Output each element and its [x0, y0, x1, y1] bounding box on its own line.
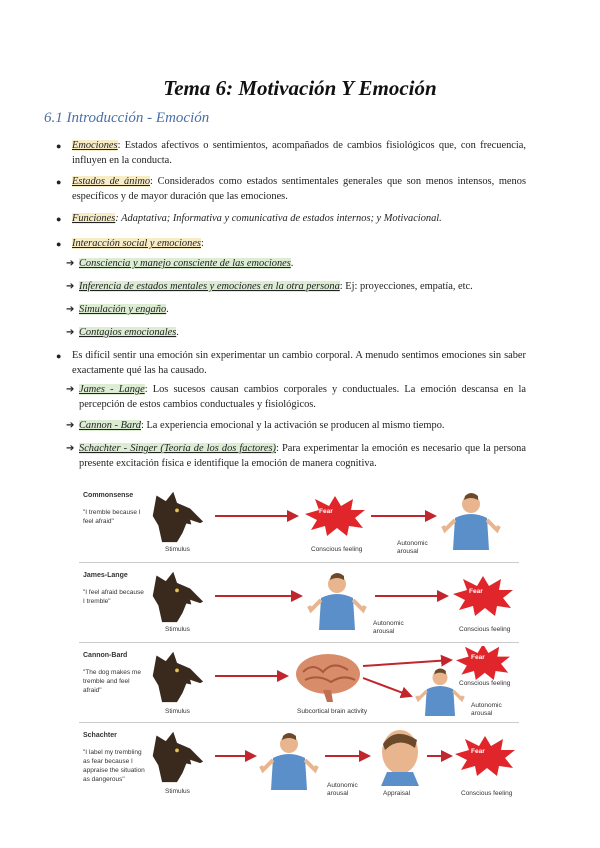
sub-period: . [290, 258, 294, 269]
dog-icon [153, 492, 203, 542]
sub-text: : Ej: proyecciones, empatía, etc. [339, 281, 473, 292]
sub-term: Consciencia y manejo consciente de las emociones [79, 258, 291, 269]
bullet-animo [72, 174, 526, 204]
conscious-label: Conscious feeling [311, 546, 363, 553]
arrow [363, 660, 451, 666]
conscious-label: Conscious feeling [459, 626, 511, 633]
row-divider [79, 642, 519, 643]
bullet-dificil: Es difícil sentir una emoción sin experimentar un cambio corporal. A menudo sentimos emociones sin saber exactamente qué las ha causado. [72, 350, 526, 376]
bullet-emociones [72, 138, 526, 168]
row-quote: "The dog makes me tremble and feel afraid" [83, 669, 141, 694]
theory-text: : Para experimentar la emoción es necesario que la persona presente excitación física e identifique la emoción de manera cognitiva. [79, 443, 526, 469]
figure-row-james-lange [79, 566, 519, 642]
row-title: Commonsense [83, 492, 134, 499]
section-heading: 6.1 Introducción - Emoción [44, 110, 210, 126]
theory-schachter-singer [79, 441, 526, 471]
bullet-dot: ● [56, 351, 62, 361]
row-title: Cannon-Bard [83, 652, 128, 659]
fear-label: Fear [471, 748, 485, 755]
sub-item-4 [79, 325, 519, 340]
theory-text: : La experiencia emocional y la activación se producen al mismo tiempo. [140, 420, 445, 431]
bullet-funciones [72, 211, 526, 226]
emotion-theories-figure [79, 486, 519, 804]
stimulus-label: Stimulus [165, 626, 190, 633]
conscious-label: Conscious feeling [461, 790, 513, 797]
term-interaccion: Interacción social y emociones [72, 238, 201, 249]
subcortical-label: Subcortical brain activity [297, 708, 368, 715]
term-animo: Estados de ánimo [72, 176, 151, 187]
bullet-dot: ● [56, 214, 62, 224]
bullet-dot: ● [56, 141, 62, 151]
arrow-icon: ➔ [66, 384, 75, 395]
person-icon [309, 573, 365, 630]
sub-term: Contagios emocionales [79, 327, 177, 338]
person-icon [261, 733, 317, 790]
theory-term: Schachter - Singer (Teoría de los dos factores) [79, 443, 276, 454]
sub-item-1 [79, 256, 519, 271]
term-emociones: Emociones [72, 140, 118, 151]
fear-burst-icon [453, 576, 513, 616]
bullet-text: : [200, 238, 204, 249]
sub-period: . [176, 327, 179, 338]
bullet-dot: ● [56, 239, 62, 249]
fear-label: Fear [471, 654, 485, 661]
stimulus-label: Stimulus [165, 708, 190, 715]
row-quote: "I feel afraid because I tremble" [83, 589, 144, 605]
figure-row-schachter [79, 726, 519, 804]
figure-row-commonsense [79, 486, 519, 562]
arrow-icon: ➔ [66, 258, 75, 269]
arrow-icon: ➔ [66, 327, 75, 338]
autonomic-label: Autonomic arousal [373, 620, 404, 635]
conscious-label: Conscious feeling [459, 680, 511, 687]
fear-burst-icon [455, 736, 515, 776]
brain-icon [296, 654, 360, 702]
theory-term: James - Lange [79, 384, 145, 395]
fear-burst-icon [456, 646, 510, 680]
sub-term: Inferencia de estados mentales y emociones en la otra persona [79, 281, 340, 292]
sub-term: Simulación y engaño [79, 304, 167, 315]
fear-label: Fear [469, 588, 483, 595]
row-divider [79, 722, 519, 723]
bullet-text: : Estados afectivos o sentimientos, acompañados de cambios fisiológicos que, con frecuencia, influyen en la conducta. [72, 140, 526, 166]
row-title: Schachter [83, 732, 117, 739]
person-icon [417, 669, 464, 717]
stimulus-label: Stimulus [165, 788, 190, 795]
row-quote: "I tremble because I feel afraid" [83, 509, 141, 525]
theory-james-lange [79, 382, 526, 412]
theory-text: : Los sucesos causan cambios corporales y conductuales. La emoción descansa en la percepción de estos cambios conductuales y fisiológicos. [79, 384, 526, 410]
arrow-icon: ➔ [66, 420, 75, 431]
autonomic-label: Autonomic arousal [471, 702, 502, 717]
arrow [363, 678, 411, 696]
row-divider [79, 562, 519, 563]
theory-term: Cannon - Bard [79, 420, 141, 431]
dog-icon [153, 652, 203, 702]
page-title: Tema 6: Motivación Y Emoción [163, 76, 437, 100]
dog-icon [153, 572, 203, 622]
person-icon [443, 493, 499, 550]
arrow-icon: ➔ [66, 443, 75, 454]
appraisal-label: Appraisal [383, 790, 411, 797]
sub-item-2 [79, 279, 519, 294]
fear-label: Fear [319, 508, 333, 515]
fear-burst-icon [305, 496, 365, 536]
head-icon [381, 730, 419, 786]
arrow-icon: ➔ [66, 281, 75, 292]
arrow-icon: ➔ [66, 304, 75, 315]
bullet-text: : Considerados como estados sentimentales generales que son menos intensos, menos específicos y de mayor duración que las emociones. [72, 176, 526, 202]
autonomic-label: Autonomic arousal [397, 540, 428, 555]
sub-period: . [166, 304, 169, 315]
bullet-interaccion [72, 236, 526, 251]
stimulus-label: Stimulus [165, 546, 190, 553]
row-title: James-Lange [83, 572, 128, 579]
dog-icon [153, 732, 203, 782]
autonomic-label: Autonomic arousal [327, 782, 358, 797]
sub-item-3 [79, 302, 519, 317]
figure-row-cannon-bard [79, 646, 519, 722]
theory-cannon-bard [79, 418, 526, 433]
term-funciones: Funciones [72, 213, 116, 224]
bullet-dot: ● [56, 177, 62, 187]
bullet-text: : Adaptativa; Informativa y comunicativa de estados internos; y Motivacional. [115, 213, 442, 224]
row-quote: "I label my trembling as fear because I appraise the situation as dangerous" [83, 749, 145, 783]
